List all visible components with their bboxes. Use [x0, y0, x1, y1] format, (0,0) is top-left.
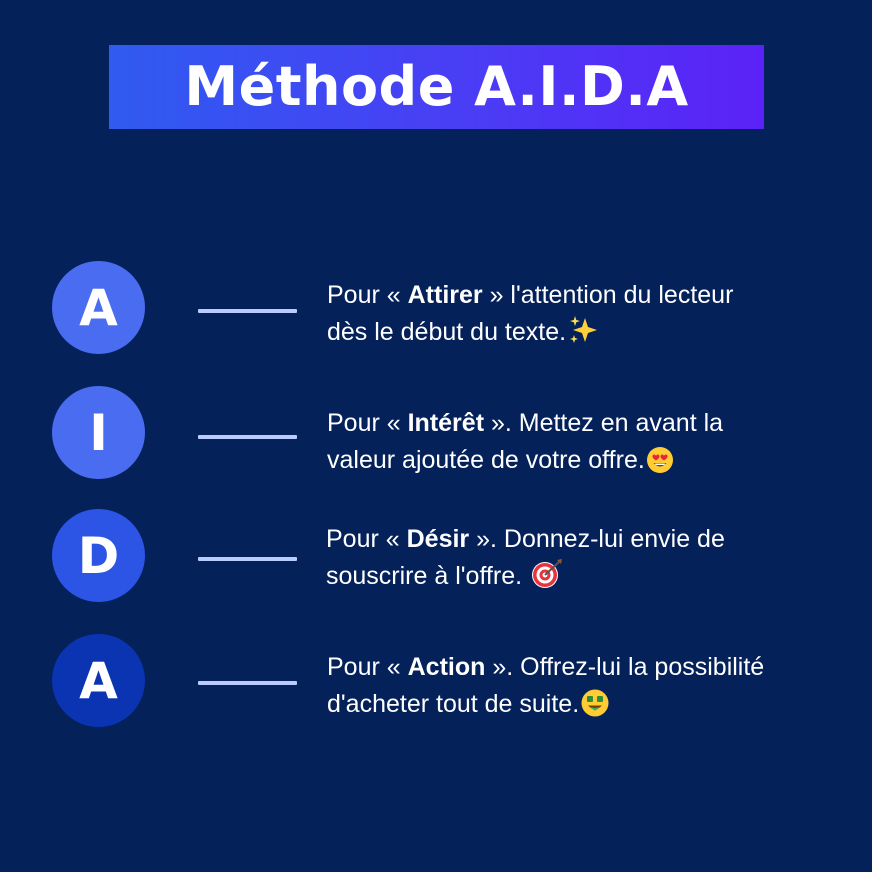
page-title: Méthode A.I.D.A — [184, 55, 689, 118]
title-banner — [109, 45, 764, 129]
step-description-line-1: Pour « Intérêt ». Mettez en avant la — [327, 409, 724, 437]
step-interest — [0, 386, 872, 486]
step-description — [327, 649, 857, 729]
step-description — [327, 405, 857, 485]
step-keyword: Action — [407, 653, 486, 681]
step-description-line-2: dès le début du texte. — [327, 314, 857, 357]
step-description-line-2: d'acheter tout de suite. — [327, 686, 857, 729]
step-keyword: Attirer — [407, 281, 483, 309]
step-attention — [0, 261, 872, 361]
money-mouth-icon — [580, 688, 610, 729]
step-keyword: Désir — [406, 525, 470, 553]
step-action — [0, 634, 872, 734]
step-letter: A — [79, 278, 118, 337]
heart-eyes-icon — [646, 446, 674, 485]
letter-circle-d — [52, 509, 145, 602]
target-icon — [530, 558, 564, 601]
letter-circle-i — [52, 386, 145, 479]
step-desire — [0, 509, 872, 609]
step-letter: I — [89, 403, 108, 462]
connector-line — [198, 557, 297, 561]
step-keyword: Intérêt — [407, 409, 485, 437]
step-letter: D — [77, 526, 120, 585]
letter-circle-a-attention — [52, 261, 145, 354]
step-description-line-1: Pour « Action ». Offrez-lui la possibilité — [327, 653, 765, 681]
step-description-line-2: souscrire à l'offre. — [326, 558, 856, 601]
connector-line — [198, 681, 297, 685]
step-letter: A — [79, 651, 118, 710]
letter-circle-a-action — [52, 634, 145, 727]
step-description — [327, 277, 857, 357]
step-description — [326, 521, 856, 601]
step-description-line-2: valeur ajoutée de votre offre. — [327, 442, 857, 485]
step-description-line-1: Pour « Désir ». Donnez-lui envie de — [326, 525, 725, 553]
sparkles-icon — [567, 314, 599, 357]
connector-line — [198, 309, 297, 313]
step-description-line-1: Pour « Attirer » l'attention du lecteur — [327, 281, 734, 309]
connector-line — [198, 435, 297, 439]
